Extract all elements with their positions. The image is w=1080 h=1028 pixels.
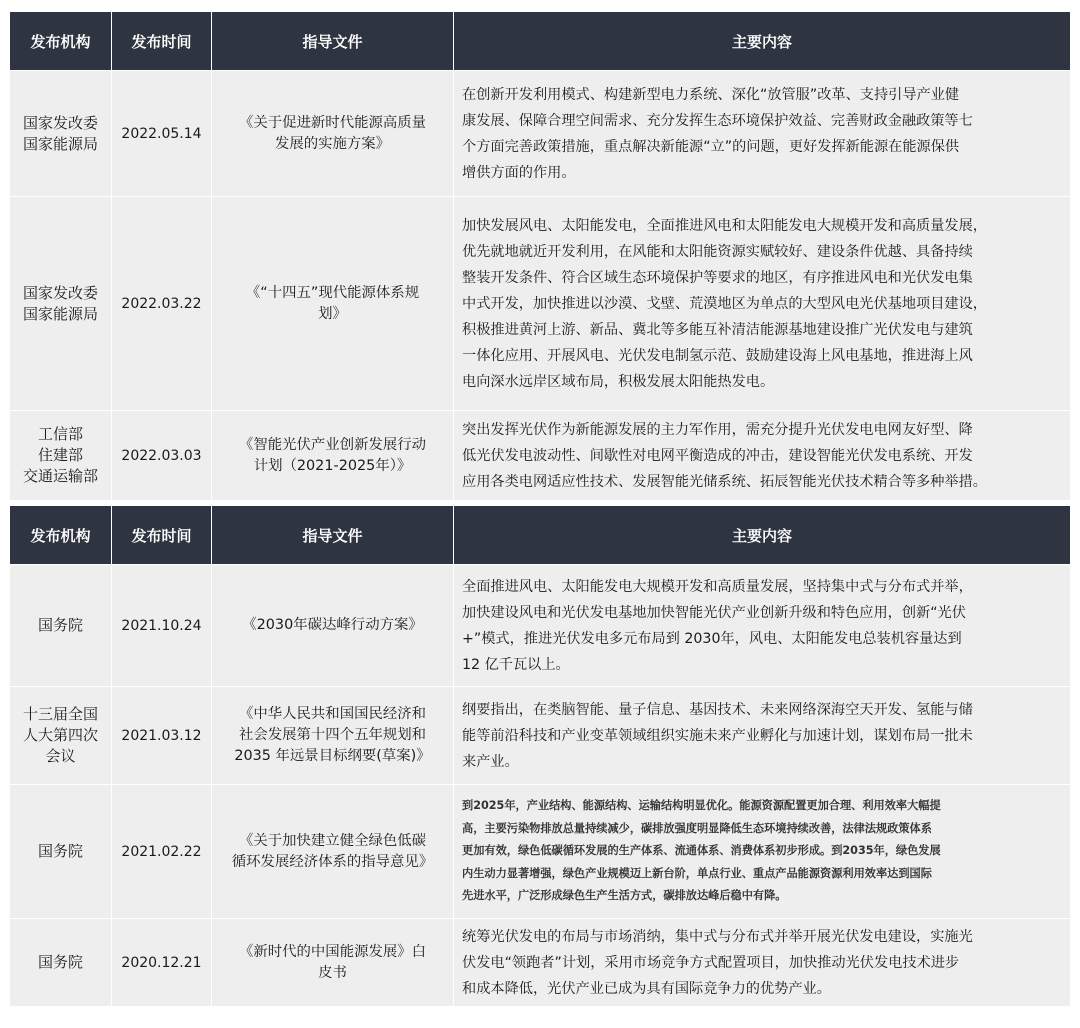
issuer-cell-line: 国家发改委 xyxy=(22,113,98,132)
content-cell-line: 12 亿千瓦以上。 xyxy=(462,656,570,673)
table-row xyxy=(10,784,1070,918)
content-cell xyxy=(454,196,1070,410)
policy-document xyxy=(10,12,1070,1006)
table-row xyxy=(10,564,1070,686)
document-cell-line: 《新时代的中国能源发展》白 xyxy=(238,943,427,960)
content-cell-line: 纲要指出，在类脑智能、量子信息、基因技术、未来网络深海空天开发、氢能与储 xyxy=(462,701,973,718)
header-document: 指导文件 xyxy=(212,12,454,70)
table-row xyxy=(10,196,1070,410)
content-cell-line: 个方面完善政策措施，重点解决新能源“立”的问题，更好发挥新能源在能源保供 xyxy=(462,138,960,155)
document-cell xyxy=(212,686,454,784)
content-cell-line: 优先就地就近开发利用，在风能和太阳能资源实赋较好、建设条件优越、具备持续 xyxy=(462,243,973,260)
table-row xyxy=(10,410,1070,500)
document-cell-line: 发展的实施方案》 xyxy=(274,135,391,152)
issuer-cell-line: 国务院 xyxy=(37,616,83,634)
content-cell-line: 能等前沿科技和产业变革领域组织实施未来产业孵化与加速计划，谋划布局一批未 xyxy=(462,727,973,744)
document-cell-line: 《2030年碳达峰行动方案》 xyxy=(242,617,423,633)
document-cell-line: 《“十四五”现代能源体系规 xyxy=(245,284,420,301)
issuer-cell xyxy=(10,918,112,1006)
content-cell-line: 和成本降低，光伏产业已成为具有国际竞争力的优势产业。 xyxy=(462,980,831,997)
date-cell: 2020.12.21 xyxy=(112,918,212,1006)
content-cell-line: 加快建设风电和光伏发电基地加快智能光伏产业创新升级和特色应用，创新“光伏 xyxy=(462,604,966,621)
content-cell-line: 突出发挥光伏作为新能源发展的主力军作用，需充分提升光伏发电电网友好型、降 xyxy=(462,421,973,438)
table-row xyxy=(10,70,1070,196)
date-cell: 2021.10.24 xyxy=(112,564,212,686)
document-cell xyxy=(212,784,454,918)
content-cell-line: 全面推进风电、太阳能发电大规模开发和高质量发展，坚持集中式与分布式并举， xyxy=(462,578,973,595)
content-cell-line: 应用各类电网适应性技术、发展智能光储系统、拓辰智能光伏技术精合等多种举措。 xyxy=(462,473,987,490)
issuer-cell-line: 会议 xyxy=(45,747,76,765)
content-cell xyxy=(454,70,1070,196)
document-cell-line: 《中华人民共和国国民经济和 xyxy=(238,706,427,722)
document-cell-line: 《关于加快建立健全绿色低碳 xyxy=(238,832,427,849)
content-cell-line: 增供方面的作用。 xyxy=(462,164,576,181)
content-cell-line: 内生动力显著增强，绿色产业规模迈上新台阶，单点行业、重点产品能源资源利用效率达到国际 xyxy=(462,866,932,880)
date-cell: 2021.02.22 xyxy=(112,784,212,918)
document-cell-line: 《关于促进新时代能源高质量 xyxy=(238,114,427,131)
issuer-cell-line: 住建部 xyxy=(37,446,83,464)
content-cell-line: 加快发展风电、太阳能发电，全面推进风电和太阳能发电大规模开发和高质量发展， xyxy=(462,217,987,234)
issuer-cell-line: 十三届全国 xyxy=(22,705,98,723)
header-issuer: 发布机构 xyxy=(10,506,112,564)
document-cell xyxy=(212,918,454,1006)
content-cell-line: 电向深水远岸区域布局，积极发展太阳能热发电。 xyxy=(462,373,775,390)
issuer-cell xyxy=(10,70,112,196)
content-cell-line: 统筹光伏发电的布局与市场消纳，集中式与分布式并举开展光伏发电建设，实施光 xyxy=(462,928,973,945)
table-row xyxy=(10,918,1070,1006)
date-cell: 2022.05.14 xyxy=(112,70,212,196)
date-cell: 2022.03.22 xyxy=(112,196,212,410)
issuer-cell xyxy=(10,410,112,500)
header-content: 主要内容 xyxy=(454,506,1070,564)
issuer-cell-line: 国务院 xyxy=(37,842,83,860)
issuer-cell-line: 人大第四次 xyxy=(22,726,98,744)
content-cell-line: 一体化应用、开展风电、光伏发电制氢示范、鼓励建设海上风电基地，推进海上风 xyxy=(462,347,973,364)
header-date: 发布时间 xyxy=(112,506,212,564)
issuer-cell-line: 交通运输部 xyxy=(22,467,98,485)
content-cell xyxy=(454,564,1070,686)
issuer-cell xyxy=(10,196,112,410)
content-cell xyxy=(454,686,1070,784)
content-cell xyxy=(454,410,1070,500)
policy-table-2 xyxy=(10,506,1070,1006)
document-cell xyxy=(212,564,454,686)
date-cell: 2022.03.03 xyxy=(112,410,212,500)
content-cell-line: 整装开发条件、符合区域生态环境保护等要求的地区，有序推进风电和光伏发电集 xyxy=(462,269,973,286)
issuer-cell-line: 国家能源局 xyxy=(22,304,98,323)
issuer-cell xyxy=(10,564,112,686)
document-cell-line: 社会发展第十四个五年规划和 xyxy=(238,727,427,743)
document-cell xyxy=(212,70,454,196)
content-cell xyxy=(454,784,1070,918)
content-cell-line: 先进水平，广泛形成绿色生产生活方式，碳排放达峰后稳中有降。 xyxy=(462,889,787,903)
content-cell-line: 中式开发，加快推进以沙漠、戈壁、荒漠地区为单点的大型风电光伏基地项目建设， xyxy=(462,295,987,312)
document-cell-line: 循环发展经济体系的指导意见》 xyxy=(231,853,434,870)
table-header-row xyxy=(10,506,1070,564)
document-cell-line: 皮书 xyxy=(318,964,347,981)
content-cell xyxy=(454,918,1070,1006)
table-row xyxy=(10,686,1070,784)
content-cell-line: 到2025年，产业结构、能源结构、运输结构明显优化。能源资源配置更加合理、利用效率大幅提 xyxy=(462,799,941,813)
document-cell-line: 划》 xyxy=(318,305,347,322)
content-cell-line: 康发展、保障合理空间需求、充分发挥生态环境保护效益、完善财政金融政策等七 xyxy=(462,112,973,129)
content-cell-line: 高，主要污染物排放总量持续减少，碳排放强度明显降低生态环境持续改善，法律法规政策体系 xyxy=(462,821,932,835)
table-header-row xyxy=(10,12,1070,70)
header-content: 主要内容 xyxy=(454,12,1070,70)
content-cell-line: 伏发电“领跑者”计划，采用市场竞争方式配置项目，加快推动光伏发电技术进步 xyxy=(462,954,960,971)
issuer-cell-line: 国家发改委 xyxy=(22,283,98,302)
content-cell-line: +”模式，推进光伏发电多元布局到 2030年，风电、太阳能发电总装机容量达到 xyxy=(462,630,962,647)
content-cell-line: 低光伏发电波动性、间歇性对电网平衡造成的冲击，建设智能光伏发电系统、开发 xyxy=(462,447,973,464)
document-cell-line: 《智能光伏产业创新发展行动 xyxy=(238,436,427,453)
content-cell-line: 更加有效，绿色低碳循环发展的生产体系、流通体系、消费体系初步形成。到2035年，绿色发展 xyxy=(462,844,941,858)
content-cell-line: 在创新开发利用模式、构建新型电力系统、深化“放管服”改革、支持引导产业健 xyxy=(462,86,960,103)
issuer-cell-line: 国家能源局 xyxy=(22,134,98,153)
issuer-cell xyxy=(10,784,112,918)
document-cell-line: 计划（2021-2025年）》 xyxy=(253,457,412,474)
document-cell xyxy=(212,196,454,410)
header-issuer: 发布机构 xyxy=(10,12,112,70)
issuer-cell-line: 工信部 xyxy=(37,425,83,443)
content-cell-line: 积极推进黄河上游、新品、冀北等多能互补清洁能源基地建设推广光伏发电与建筑 xyxy=(462,321,973,338)
document-cell-line: 2035 年远景目标纲要(草案)》 xyxy=(234,748,431,764)
policy-table-1 xyxy=(10,12,1070,500)
issuer-cell-line: 国务院 xyxy=(37,953,83,971)
date-cell: 2021.03.12 xyxy=(112,686,212,784)
content-cell-line: 来产业。 xyxy=(462,753,519,770)
header-date: 发布时间 xyxy=(112,12,212,70)
issuer-cell xyxy=(10,686,112,784)
document-cell xyxy=(212,410,454,500)
header-document: 指导文件 xyxy=(212,506,454,564)
